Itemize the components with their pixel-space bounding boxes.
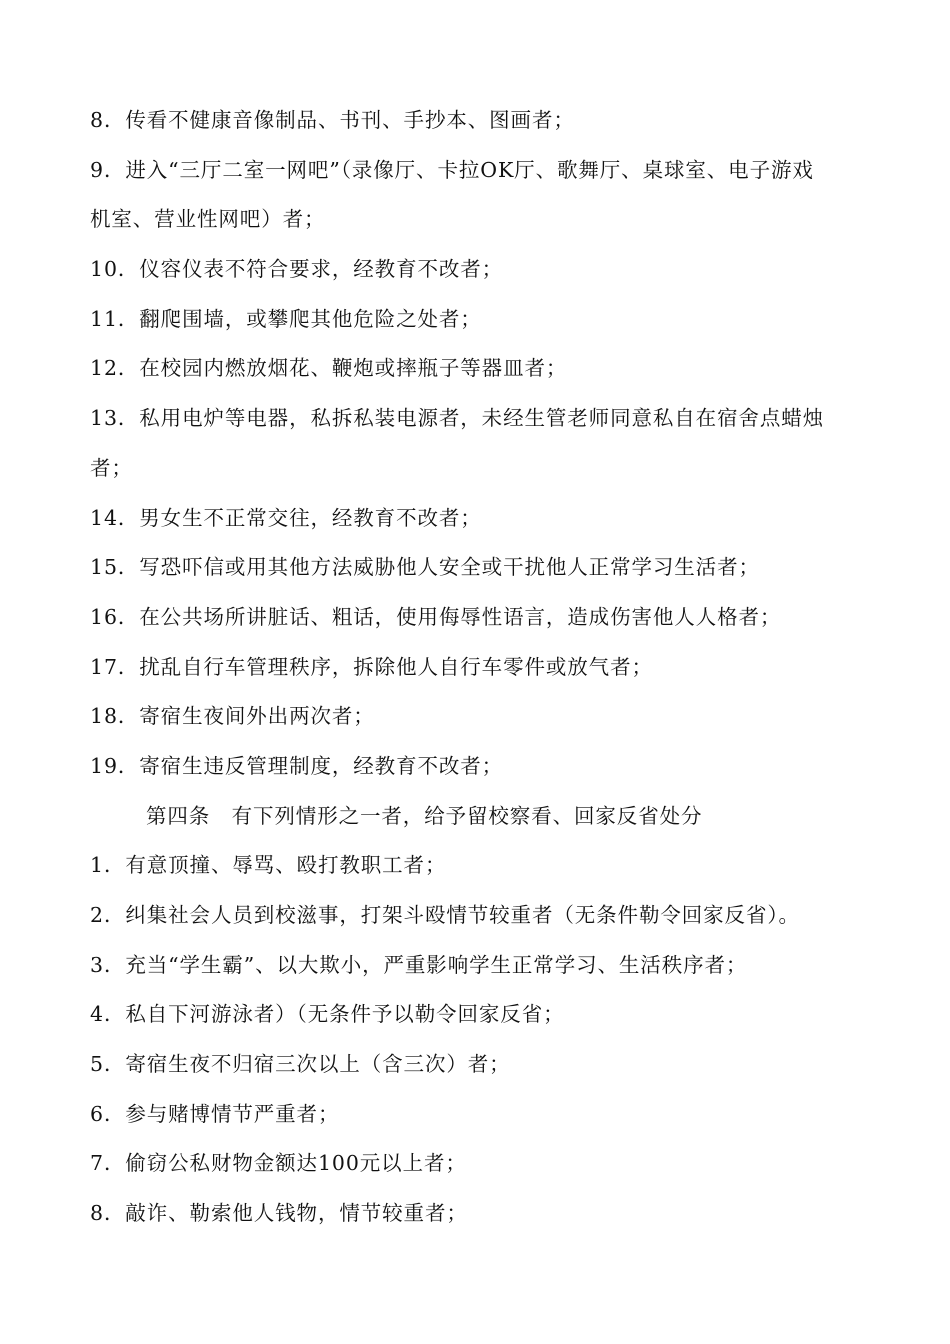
text-line: 14．男女生不正常交往，经教育不改者；	[90, 505, 482, 530]
text-line: 4．私自下河游泳者）（无条件予以勒令回家反省；	[90, 1002, 565, 1027]
text-line: 7．偷窃公私财物金额达100元以上者；	[90, 1151, 467, 1176]
text-line: 者；	[90, 455, 133, 480]
text-line: 5．寄宿生夜不归宿三次以上（含三次）者；	[90, 1052, 511, 1077]
text-line: 2．纠集社会人员到校滋事，打架斗殴情节较重者（无条件勒令回家反省）。	[90, 903, 800, 927]
text-line: 17．扰乱自行车管理秩序，拆除他人自行车零件或放气者；	[90, 654, 653, 679]
text-line: 13．私用电炉等电器，私拆私装电源者，未经生管老师同意私自在宿舍点蜡烛	[90, 406, 825, 431]
text-line: 11．翻爬围墙，或攀爬其他危险之处者；	[90, 306, 482, 331]
text-line: 12．在校园内燃放烟花、鞭炮或摔瓶子等器皿者；	[90, 356, 568, 381]
text-line: 机室、营业性网吧）者；	[90, 207, 326, 232]
text-line: 8．传看不健康音像制品、书刊、手抄本、图画者；	[90, 108, 575, 132]
text-line: 18．寄宿生夜间外出两次者；	[90, 704, 375, 729]
text-line: 6．参与赌博情节严重者；	[90, 1101, 340, 1126]
text-line: 9．进入“三厅二室一网吧”（录像厅、卡拉OK厅、歌舞厅、桌球室、电子游戏	[90, 157, 814, 182]
text-line: 15．写恐吓信或用其他方法威胁他人安全或干扰他人正常学习生活者；	[90, 555, 760, 580]
text-line: 10．仪容仪表不符合要求，经教育不改者；	[90, 257, 504, 282]
text-line: 16．在公共场所讲脏话、粗话，使用侮辱性语言，造成伤害他人人格者；	[90, 604, 782, 629]
text-line: 3．充当“学生霸”、以大欺小，严重影响学生正常学习、生活秩序者；	[90, 952, 748, 977]
document-page	[90, 96, 870, 1239]
text-line: 1．有意顶撞、辱骂、殴打教职工者；	[90, 853, 447, 878]
section-heading-line: 第四条 有下列情形之一者，给予留校察看、回家反省处分	[146, 803, 703, 828]
text-line: 19．寄宿生违反管理制度，经教育不改者；	[90, 753, 504, 778]
text-line: 8．敲诈、勒索他人钱物，情节较重者；	[90, 1201, 468, 1226]
